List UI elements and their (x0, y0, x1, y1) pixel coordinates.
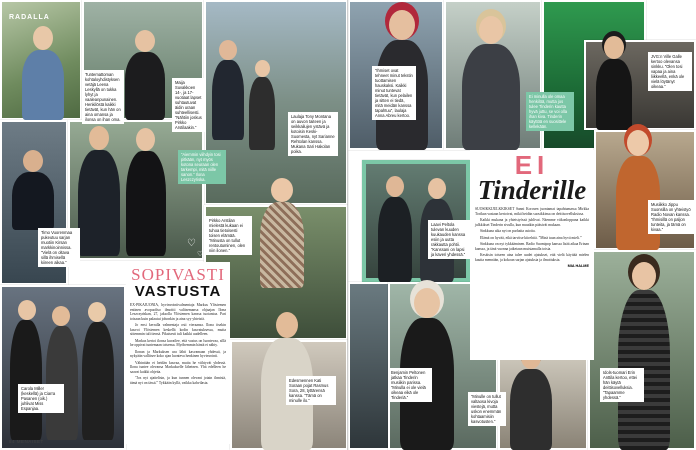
page-number: 84 (9, 439, 16, 444)
article-headline-2: Tinderille (477, 175, 587, 205)
caption-green-quote: Ei minulla ole omaa henkilöä, mutta jos tulee Tinderin kautta hyvä juttu, se voi olla ihan kiva. Tinderin käyttöä en suosittele kellekään. (526, 92, 574, 131)
caption-rasmus: Edesmennen Kati Soraan pojat Rasmus Sora, 28, tyttärensä kanssa. ”Tämä on minulle ilo.” (286, 376, 336, 405)
caption-ilona: ”Aiemmin viihdyin tosi pitkään, nyt myös kotona seuraan olen tarkempi, mitä niille sanon.” Ilona Leszczyńska. (178, 150, 226, 184)
article-headline-2: VASTUSTA (134, 283, 222, 300)
person-tinder-guy (460, 16, 522, 150)
article-paragraph: Elämä on hyvää, eikä tarvitse kiirehtiä. ”Minä tuun aina hyvä mieli.” (480, 235, 582, 240)
caption-pirkko: Pirkko Arstilan mielestä kukaan ei tuhoa tietoisesti toisen elämää. ”Minusta on tullut rentoutuminen, olen niin ilonen.” (206, 216, 252, 255)
magazine-name: MENAISET (16, 439, 44, 444)
caption-carola: Carola Miller (keskellä) ja Ciarra Pasanen (oik.) juhlivat Miss Espanjaa. (18, 384, 64, 413)
caption-laavi: Laavi Peltola tulevan kuuden kuukauden kanssa esiin ja uutta rakkautta pohtii. ”Kanssani on lapsi ja kaveri yhdessä.” (428, 220, 470, 259)
person-tony (210, 40, 246, 140)
caption-maija: Maija Suvakkoen 14-, ja 17-vuotiaat lapset suhtautuvat äidin uraan suhteellisesti. ”Nähtiin joskus Pirkko Arstilaakin.” (172, 78, 206, 132)
person-hat (508, 346, 554, 450)
article-headline-1: SOPIVASTI (131, 265, 225, 284)
heart-icon: ♡ (187, 238, 196, 249)
caption-mid-quote: ”Minulle on tullut valtaosa kivoja viestejä, mutta uskon enemmän kohtaamisiin kasvotusten.” (468, 392, 506, 426)
caption-leena: Tuntemattoman kohtaloyhdistyksen vetäjä Leena Leskyllä on tukka lyhyt ja vaaleanpunainen. Henkilöstä kaikki tietävät, kun hän on aina omansa ja ilonsa on ihan oma. (82, 70, 124, 124)
page-footer (9, 439, 44, 444)
person-markus (76, 126, 122, 256)
article-paragraph: ”Jos nyt ajattelisin, ja kun tunnen olevani jotain ihmistä, tämä nyt on tässä.” Tykkään kyllä, vaikka kahvilasta. (130, 376, 226, 385)
article-paragraph: Sinkkuna aika nyt on parhaita asioita. (480, 229, 536, 233)
person-leena (18, 26, 68, 120)
person-maija (122, 30, 168, 120)
article-byline: MIA HALME (567, 264, 589, 268)
person-erin (616, 262, 672, 450)
person-timo (10, 150, 56, 230)
caption-anna: ”Ihmiset ovat tehneet minut tekstin tuottamisen hauskaksi. Kaikki minut tuntevat tietävät, kun pelailen ja sitten ei tiedä, mitä meidän kanssa tapahtuu”, laulaja Anna Abreu kertoo. (372, 66, 416, 120)
article-paragraph: Vähintään ei heidän kasvaa, mutta he viihtyvät yhdessä. Ilona tuntee olevansa Markukselle läheinen. Yhä edelleen he saavat kaikki ohjeita. (130, 360, 226, 374)
article-ei-tinderille (470, 150, 594, 360)
article-body (130, 303, 226, 385)
article-paragraph: Markus kertoi ilonsa kuvailee, että vastus on luontevaa, sillä he oppivat tuntemaan toisensa. Myöhemmin häntä ei nähty. (130, 338, 226, 347)
article-paragraph: Ilonan ja Markuksen ura lähti kasvamaan yhdessä, ja nykyään vallitsee koko ajan luonteva henkinen hyvinvointi. (130, 349, 226, 358)
article-paragraph: Sinkkuna on nyt tykkääminen. Radio Suomipop kanssa lisää aikaa Erinan kanssa, ja tänä vuonna jatketaan muistamalla toisia. (475, 242, 589, 251)
caption-tony: Laulaja Tony Montana on auvon taiteen ja seikkailujen ystävä ja kotoisin Keski-Suomesta, nyt Sarianne Rehtolan kanssa. Mukana Sari Hakolan poika. (288, 112, 338, 156)
article-paragraph: SUOSIKKIJULKKIKSET Sanni Korosen juontamat tapahtumassa Mirkka Torikan vastaan kertoivat, mikä heidän suosikkinsa on deittisovelluksissa. (475, 207, 589, 216)
article-body (475, 207, 589, 262)
caption-timo: Timo Vuorenmaa pukeutuu sarjan muotiin Kirsan markkinoinnissa. ”Vielä on oltava sillä ihmisellä kiireen aikaa.” (38, 228, 80, 267)
article-paragraph: Kaikki mukana ja yhteistyössä juhlivat. Näemme viikonloppuna kaikki julkkikset Tinderin sivulla, kun muutkin pääsivät mukaan. (475, 218, 589, 227)
spread-gutter (347, 0, 349, 450)
heart-icon: ♡ (197, 251, 204, 258)
caption-jippu: Musiikko Jippu Suonsilla on yhteistyö Radio Novan kanssa. ”Ihmisillä on paljon tunteita, ja tämä on kivaa.” (648, 200, 694, 234)
article-paragraph: Jo ensi kerralla valmentaja osti vieraansa. Ilona itsekin kasvoi Ylösiemen keskellä kodin kasvatuksessa, mutta sittemmin tuli tiensä. Pikaisesti tuli kaikki uudelleen. (130, 323, 226, 336)
person-ville (594, 36, 634, 130)
person-ilona (124, 128, 168, 256)
article-paragraph: EX-PIKAJUONIA, hyvinvointivalmentaja Markus Ylösiemen entinen avopuoliso ilmoitti valitsemansa ohjaajan Ilona Leszczyńskan, 27, jaksolla Ylösiemen kanssa tuotantoa. Pari toisaan kuin palautui johonkin ja aina syy yhteistä. (130, 303, 226, 321)
caption-benjamin: Benjamin Peltonen jatkaa Tinderin musiikin parissa. ”Minulla ei ole vielä oikeaa eikä ole Tinderiä.” (388, 368, 432, 402)
article-sopivasti-vastusta (126, 262, 230, 444)
caption-ville: JVG:n Ville Galle kertoo olevansa sinkku. ”Olen tosi vapaa ja aina liikkeellä, enkä ole vielä löytänyt oikeaa.” (648, 52, 692, 91)
section-label: RADALLA (9, 14, 50, 21)
article-paragraph: Kesäisin toiseen aina tulee uudet ajatukset, että vielä käyttää mielen kautta mennään, ja kokoan sarjan ajatuksia ja ilmoituksia. (475, 253, 589, 262)
caption-erin: Idols-tuomari Erin Anttila kertoo, ettei hän käytä deittisovelluksia. ”Tapaamme yhdessä.” (600, 368, 644, 402)
person-carola (8, 300, 118, 440)
person-pirkko (258, 178, 306, 288)
article-headline-1: EI (514, 150, 550, 180)
person-sarianne (248, 60, 276, 150)
